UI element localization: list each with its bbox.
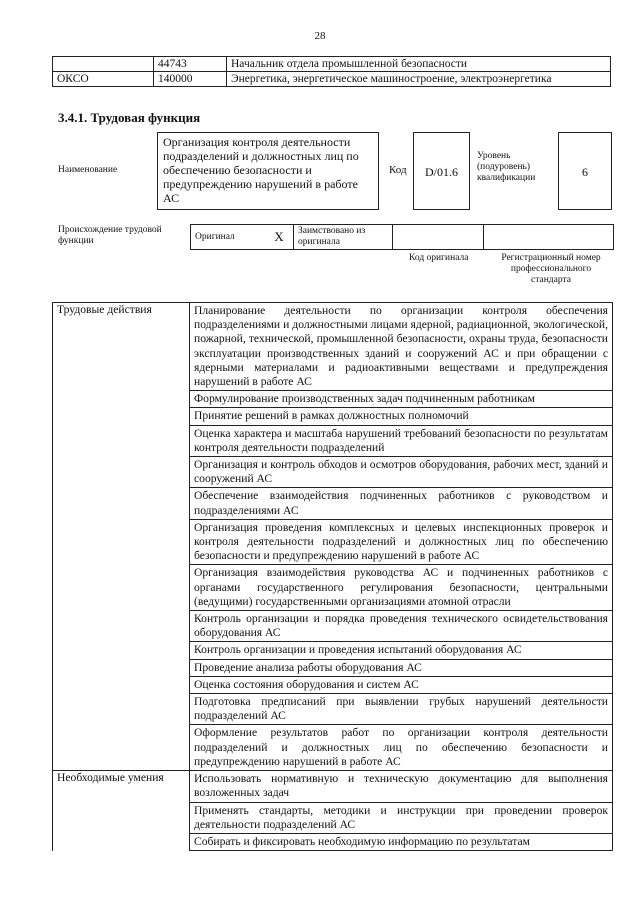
labor-action: Проведение анализа работы оборудования АС [190,659,613,676]
okso-col1: ОКСО [53,72,154,87]
labor-action: Планирование деятельности по организации контроля обеспечения подразделениями и должностными лицами ядерной, радиационной, экологической, пожарной, технической, промышленной безопасности, охраны труда, безопасности эксплуатации производственных зданий и сооружений АС и при обращении с ядерными материалами и радиоактивными веществами и предупреждения нарушений в работе АС [190,303,613,391]
labor-action: Оформление результатов работ по организации контроля деятельности подразделений и должностных лиц по обеспечению безопасности и предупреждению нарушений в работе АС [190,725,613,771]
code-value: D/01.6 [413,132,470,210]
table-row [53,57,611,72]
table-row [53,488,613,519]
table-row [191,225,614,250]
borrowed-label: Заимствовано из оригинала [294,225,393,250]
okso-code: 44743 [154,57,227,72]
table-row [53,694,613,725]
table-row [53,425,613,456]
skill: Использовать нормативную и техническую документацию для выполнения возложенных задач [190,771,613,802]
table-row [53,519,613,565]
table-row [53,611,613,642]
labor-action: Контроль организации и проведения испытаний оборудования АС [190,642,613,659]
okso-col1 [53,57,154,72]
code-label: Код [389,164,407,176]
labor-action: Организация и контроль обходов и осмотров оборудования, рабочих мест, зданий и сооружений АС [190,457,613,488]
code-original-cell [393,225,484,250]
labor-action: Подготовка предписаний при выявлении грубых нарушений деятельности подразделений АС [190,694,613,725]
original-label: Оригинал [191,225,266,250]
table-row [53,72,611,87]
skill: Применять стандарты, методики и инструкции при проведении проверок деятельности подразделений АС [190,802,613,833]
table-row [53,725,613,771]
skills-label: Необходимые умения [53,771,190,802]
table-row [53,659,613,676]
labor-action: Контроль организации и порядка проведения технического освидетельствования оборудования АС [190,611,613,642]
level-label: Уровень (подуровень) квалификации [477,151,536,183]
skill: Собирать и фиксировать необходимую информацию по результатам [190,833,613,850]
reg-number-label: Регистрационный номер профессионального стандарта [501,253,601,285]
level-value: 6 [558,132,612,210]
functions-table [52,302,613,851]
table-row [53,676,613,693]
labor-action: Принятие решений в рамках должностных полномочий [190,408,613,425]
table-row [53,408,613,425]
labor-action: Формулирование производственных задач подчиненным работникам [190,391,613,408]
section-heading: 3.4.1. Трудовая функция [58,110,201,125]
table-row [53,457,613,488]
table-row [53,802,613,833]
labor-action: Организация проведения комплексных и целевых инспекционных проверок и контроля деятельности подразделений и должностных лиц по обеспечению безопасности и предупреждению нарушений в работе АС [190,519,613,565]
table-row [53,391,613,408]
okso-name: Начальник отдела промышленной безопасности [227,57,611,72]
labor-action: Организация взаимодействия руководства АС и подчиненных работников с органами государственного регулирования безопасности, центральными (ведущими) государственными организациями атомной отрасли [190,565,613,611]
reg-number-cell [484,225,614,250]
table-row [53,771,613,802]
table-row [53,833,613,850]
origin-table [190,224,614,250]
origin-label: Происхождение трудовой функции [58,225,162,246]
labor-action: Оценка характера и масштаба нарушений требований безопасности по результатам контроля деятельности подразделений [190,425,613,456]
okso-code: 140000 [154,72,227,87]
okso-name: Энергетика, энергетическое машиностроение, электроэнергетика [227,72,611,87]
name-label: Наименование [58,165,118,175]
original-mark: X [265,225,294,250]
page-number: 28 [314,30,326,42]
function-name: Организация контроля деятельности подразделений и должностных лиц по обеспечению безопасности и предупреждению нарушений в работе АС [157,132,379,210]
labor-actions-label: Трудовые действия [53,303,190,391]
table-row [53,565,613,611]
code-original-label: Код оригинала [409,253,469,263]
table-row [53,642,613,659]
labor-action: Оценка состояния оборудования и систем АС [190,676,613,693]
table-row [53,303,613,391]
labor-action: Обеспечение взаимодействия подчиненных работников с руководством и подразделениями АС [190,488,613,519]
okso-table [52,56,611,87]
